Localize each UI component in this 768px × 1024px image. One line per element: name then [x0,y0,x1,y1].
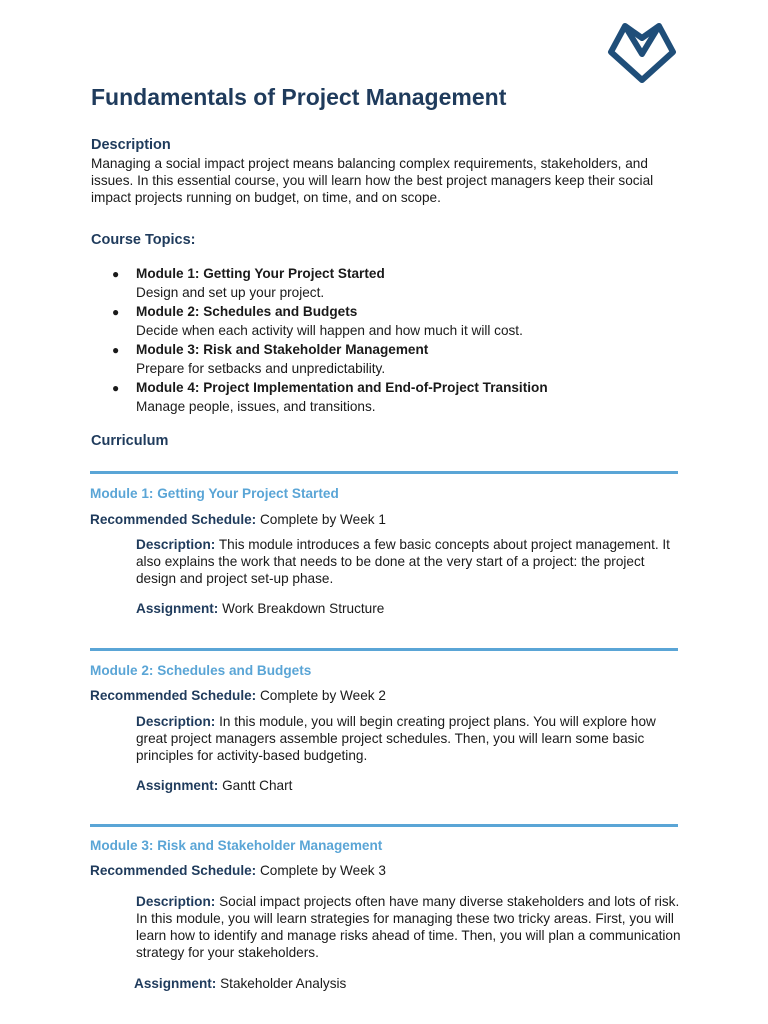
topic-item-module-3 [91,340,691,378]
description-heading: Description [91,137,171,153]
curriculum-heading: Curriculum [91,433,169,449]
topic-title: Module 1: Getting Your Project Started [136,266,385,281]
module-1-description [136,536,681,587]
page-title: Fundamentals of Project Management [91,84,507,110]
description-text: In this module, you will begin creating project plans. You will explore how great project managers assemble project schedules. Then, you will learn some basic principles for activity-based budgeting. [136,714,656,763]
description-text: This module introduces a few basic concepts about project management. It also explains the work that needs to be done at the very start of a project: the project design and project set-up phase. [136,537,670,586]
section-divider [90,471,678,474]
schedule-value: Complete by Week 2 [259,688,386,703]
section-divider [90,648,678,651]
schedule-label: Recommended Schedule: [90,512,257,527]
bullet-icon: ● [112,343,120,357]
topic-description: Prepare for setbacks and unpredictability. [136,361,386,376]
schedule-label: Recommended Schedule: [90,688,257,703]
course-description: Managing a social impact project means balancing complex requirements, stakeholders, and issues. In this essential course, you will learn how the best project managers keep their social impact projects running on budget, on time, and on scope. [91,156,654,205]
description-label: Description: [136,714,216,729]
module-3-title: Module 3: Risk and Stakeholder Management [90,838,383,853]
topic-title: Module 4: Project Implementation and End-of-Project Transition [136,380,548,395]
module-2-assignment [136,778,292,793]
assignment-value: Stakeholder Analysis [220,976,347,991]
bullet-icon: ● [112,305,120,319]
module-1-title: Module 1: Getting Your Project Started [90,486,339,501]
course-topics-heading: Course Topics: [91,232,196,248]
heart-lattice-logo-icon [606,16,678,84]
assignment-label: Assignment: [134,976,217,991]
schedule-value: Complete by Week 3 [259,863,386,878]
bullet-icon: ● [112,381,120,395]
topic-description: Decide when each activity will happen and how much it will cost. [136,323,523,338]
topic-item-module-4 [91,378,691,416]
topic-title: Module 3: Risk and Stakeholder Management [136,342,429,357]
module-3-schedule [90,863,386,878]
course-topics-list [91,264,691,416]
description-label: Description: [136,537,216,552]
topic-title: Module 2: Schedules and Budgets [136,304,358,319]
assignment-value: Gantt Chart [222,778,293,793]
assignment-value: Work Breakdown Structure [222,601,385,616]
description-label: Description: [136,894,216,909]
module-1-assignment [136,601,384,616]
section-divider [90,824,678,827]
assignment-label: Assignment: [136,601,219,616]
topic-description: Design and set up your project. [136,285,325,300]
module-3-assignment [134,976,346,991]
module-2-title: Module 2: Schedules and Budgets [90,663,312,678]
schedule-value: Complete by Week 1 [259,512,386,527]
module-2-description [136,713,681,764]
assignment-label: Assignment: [136,778,219,793]
module-1-schedule [90,512,386,527]
description-text: Social impact projects often have many diverse stakeholders and lots of risk. In this module, you will learn strategies for managing these two tricky areas. First, you will learn how to identify and manage risks ahead of time. Then, you will plan a communication strategy for your stakeholders. [136,894,681,960]
topic-description: Manage people, issues, and transitions. [136,399,376,414]
bullet-icon: ● [112,267,120,281]
topic-item-module-2 [91,302,691,340]
module-2-schedule [90,688,386,703]
module-3-description [136,893,681,961]
schedule-label: Recommended Schedule: [90,863,257,878]
topic-item-module-1 [91,264,691,302]
